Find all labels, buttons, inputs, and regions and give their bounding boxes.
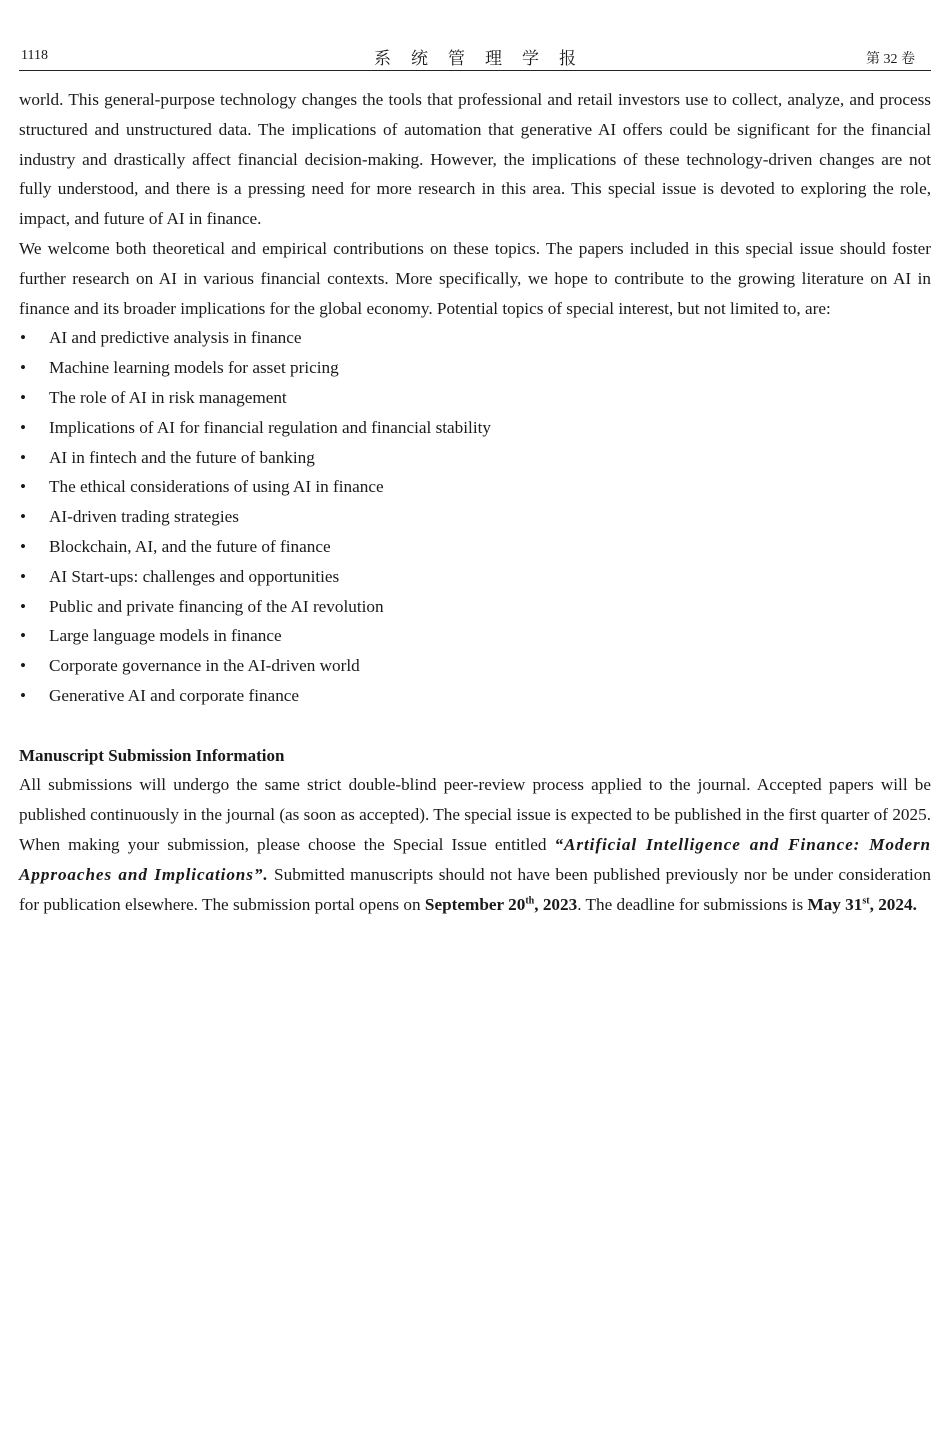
list-item: • AI in fintech and the future of banking	[19, 443, 931, 473]
bullet-icon: •	[20, 536, 27, 556]
bullet-icon: •	[20, 477, 27, 497]
list-item: • Blockchain, AI, and the future of finance	[19, 532, 931, 562]
bullet-icon: •	[20, 328, 27, 348]
intro-paragraph-2: We welcome both theoretical and empirical contributions on these topics. The papers included in this special issue should foster further research on AI in various financial contexts. More specifically, we hope to contribute to the growing literature on AI in finance and its broader implications for the global economy. Potential topics of special interest, but not limited to, are:	[19, 238, 931, 318]
list-item: • Implications of AI for financial regulation and financial stability	[19, 413, 931, 443]
bullet-icon: •	[20, 358, 27, 378]
journal-title: 系统管理学报	[374, 49, 596, 68]
list-item: • AI and predictive analysis in finance	[19, 323, 931, 353]
list-item: • Corporate governance in the AI-driven world	[19, 651, 931, 681]
list-item: • Generative AI and corporate finance	[19, 681, 931, 711]
page-number: 1118	[21, 48, 48, 63]
list-item: • Public and private financing of the AI revolution	[19, 592, 931, 622]
list-item: • The role of AI in risk management	[19, 383, 931, 413]
portal-open-date: September 20th, 2023	[424, 894, 578, 914]
running-header	[19, 44, 931, 71]
section-heading: Manuscript Submission Information	[19, 745, 285, 765]
submission-paragraph: All submissions will undergo the same strict double-blind peer-review process applied to the journal. Accepted papers will be published continuously in the journal (as soon as accepted). The special issue is expected to be published in the first quarter of 2025. When making your submission, please choose the Special Issue entitled “Artificial Intelligence and Finance: Modern Approaches and Implications”. Submitted manuscripts should not have been published previously nor be under consideration for publication elsewhere. The submission portal opens on September 20th, 2023. The deadline for submissions is May 31st, 2024.	[19, 775, 931, 914]
bullet-icon: •	[20, 566, 27, 586]
volume-label: 第 32 卷	[866, 52, 915, 67]
bullet-icon: •	[20, 387, 27, 407]
bullet-icon: •	[20, 417, 27, 437]
bullet-icon: •	[20, 626, 27, 646]
topics-list	[19, 323, 931, 710]
deadline-date: May 31st, 2024.	[807, 894, 917, 914]
list-item: • AI-driven trading strategies	[19, 502, 931, 532]
list-item: • Machine learning models for asset pricing	[19, 353, 931, 383]
article-body	[19, 85, 931, 919]
intro-paragraph-1: world. This general-purpose technology changes the tools that professional and retail investors use to collect, analyze, and process structured and unstructured data. The implications of automation that generative AI offers could be significant for the financial industry and drastically affect financial decision-making. However, the implications of these technology-driven changes are not fully understood, and there is a pressing need for more research in this area. This special issue is devoted to exploring the role, impact, and future of AI in finance.	[19, 90, 931, 229]
bullet-icon: •	[20, 685, 27, 705]
bullet-icon: •	[20, 596, 27, 616]
list-item: • AI Start-ups: challenges and opportunities	[19, 562, 931, 592]
bullet-icon: •	[20, 447, 27, 467]
bullet-icon: •	[20, 656, 27, 676]
list-item: • The ethical considerations of using AI in finance	[19, 472, 931, 502]
bullet-icon: •	[20, 507, 27, 527]
list-item: • Large language models in finance	[19, 621, 931, 651]
special-issue-title: “Artificial Intelligence and Finance: Modern Approaches and Implications”.	[19, 834, 931, 884]
